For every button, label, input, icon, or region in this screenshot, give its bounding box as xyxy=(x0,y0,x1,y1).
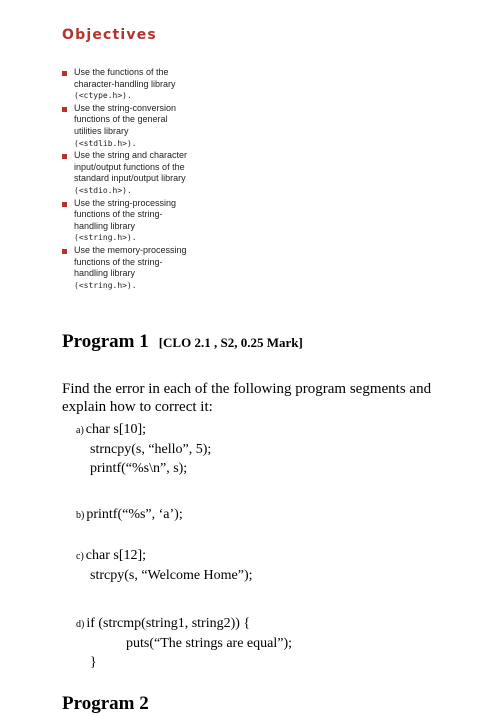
objectives-list xyxy=(62,67,222,292)
code-line: if (strcmp(string1, string2)) { xyxy=(86,616,251,631)
code-line: char s[12]; xyxy=(85,548,147,563)
next-program-heading: Program 2 xyxy=(62,693,149,714)
square-bullet-icon xyxy=(62,107,67,112)
objective-header-file: (<ctype.h>). xyxy=(74,91,132,101)
program-meta: [CLO 2.1 , S2, 0.25 Mark] xyxy=(158,335,303,350)
code-line: strncpy(s, “hello”, 5); xyxy=(90,442,212,457)
objectives-heading: Objectives xyxy=(62,27,157,43)
objective-text: Use the string-processing functions of the string- handling library xyxy=(74,197,177,231)
square-bullet-icon xyxy=(62,154,67,159)
segment-label: b) xyxy=(76,510,85,521)
segment-d xyxy=(76,614,292,672)
program-title: Program 1 xyxy=(62,331,149,352)
segment-label: d) xyxy=(76,619,85,630)
objective-item xyxy=(62,150,222,196)
program-heading xyxy=(62,327,303,354)
objective-header-file: (<string.h>). xyxy=(74,280,137,290)
segment-a xyxy=(76,420,211,478)
code-line: strcpy(s, “Welcome Home”); xyxy=(90,568,253,583)
objective-item xyxy=(62,103,222,149)
objective-text: Use the memory-processing functions of the string- handling library xyxy=(74,244,187,279)
objective-text: Use the functions of the character-handling library xyxy=(74,67,176,89)
segment-b xyxy=(76,505,183,525)
square-bullet-icon xyxy=(62,202,67,207)
objective-header-file: (<stdio.h>). xyxy=(74,185,132,195)
code-line: } xyxy=(90,655,97,670)
objective-text: Use the string-conversion functions of the general utilities library xyxy=(74,102,177,136)
square-bullet-icon xyxy=(62,71,67,76)
objective-item xyxy=(62,67,222,102)
program-instructions: Find the error in each of the following program segments and explain how to correct it: xyxy=(62,381,432,415)
code-line: printf(“%s\n”, s); xyxy=(90,461,188,476)
objective-text: Use the string and character input/output functions of the standard input/output library xyxy=(74,150,188,184)
code-line: char s[10]; xyxy=(85,422,147,437)
segment-label: a) xyxy=(76,425,84,436)
code-line: printf(“%s”, ‘a’); xyxy=(86,507,183,522)
code-line: puts(“The strings are equal”); xyxy=(126,636,292,651)
segment-c xyxy=(76,546,253,585)
square-bullet-icon xyxy=(62,249,67,254)
objective-header-file: (<string.h>). xyxy=(74,233,137,243)
objective-item xyxy=(62,245,222,291)
objective-header-file: (<stdlib.h>). xyxy=(74,138,137,148)
objective-item xyxy=(62,198,222,244)
segment-label: c) xyxy=(76,551,84,562)
